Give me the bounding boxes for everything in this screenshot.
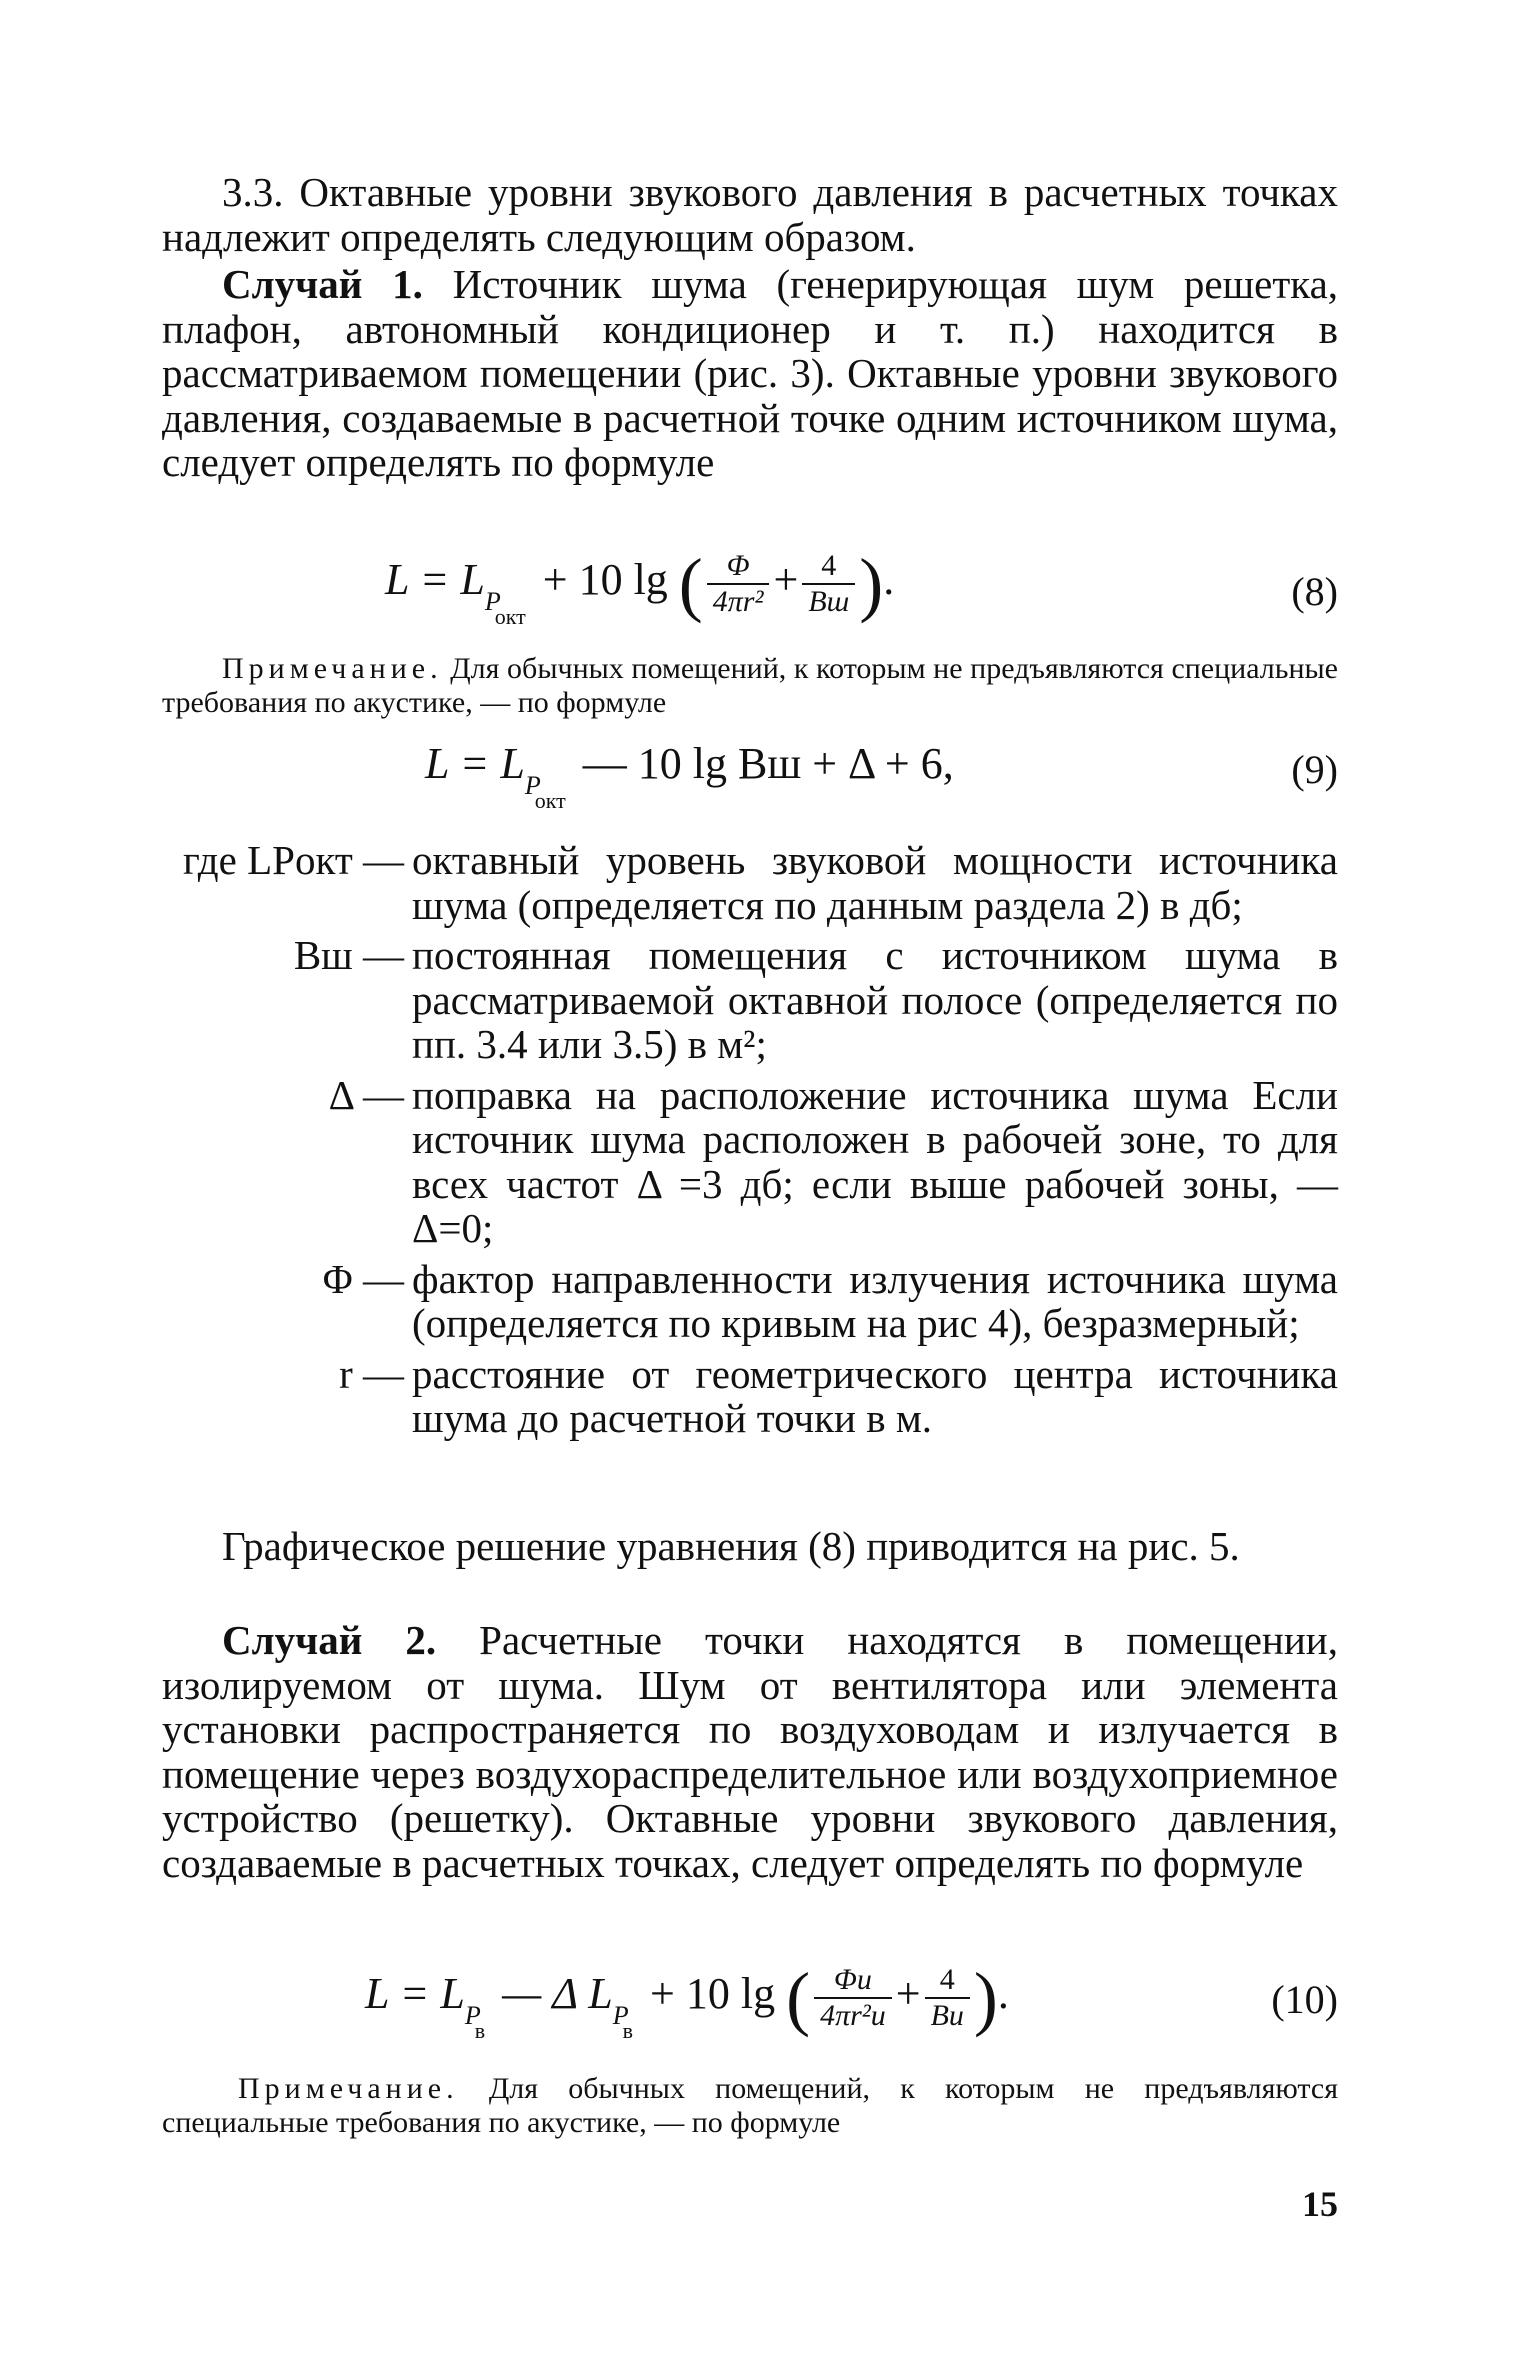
formula-8: $L = L_{Pокт} + 10$ lg ( $\frac{\Phi}{\text{4πr²}}$ + $\frac{4}{Bш}$ ). (385, 544, 895, 630)
case-2-text: Расчетные точки находятся в помещении, изолируемом от шума. Шум от вентилятора или элемента установки распространяется по воздуховодам и излучается в помещение через воздухораспределительное или воздухоприемное устройство (решетку). Октавные уровни звукового давления, создаваемые в расчетных точках, следует определять по формуле (162, 1617, 1338, 1886)
formula-9-number: (9) (1291, 747, 1338, 792)
formula-10-number: (10) (1271, 1977, 1338, 2022)
note-2-text: Для обычных помещений, к которым не предъявляются специальные требования по акустике, — по формуле (162, 2072, 1338, 2139)
paragraph-3-3: 3.3. Октавные уровни звукового давления в расчетных точках надлежит определять следующим образом. (162, 169, 1338, 260)
note-1-text: Для обычных помещений, к которым не предъявляются специальные требования по акустике, — по формуле (162, 652, 1338, 719)
formula-10: $L = L_{Pв}$ — Δ $L_{Pв} + 10$ lg ( $\frac{\Phi и}{\text{4πr²и}}$ + $\frac{4}{Bи}$ ). (365, 1958, 1009, 2044)
definition-symbol: Δ — (328, 1071, 404, 1118)
case-1-text: Источник шума (генерирующая шум решетка, плафон, автономный кондиционер и т. п.) находится в рассматриваемом помещении (рис. 3). Октавные уровни звукового давления, создаваемые в расчетной точке одним источником шума, следует определять по формуле (162, 261, 1339, 485)
formula-9: $L = L_{Pокт}$ — 10 lg Bш + Δ + 6, (425, 739, 954, 813)
definition-symbol: r — (339, 1350, 404, 1397)
note-2 (162, 2072, 1338, 2140)
definition-bsh (162, 933, 1338, 1067)
case-1-label: Случай 1. (222, 261, 423, 307)
formula-8-number: (8) (1291, 569, 1338, 614)
definition-text: расстояние от геометрического центра источника шума до расчетной точки в м. (412, 1350, 1338, 1441)
definition-symbol: Φ — (322, 1255, 404, 1302)
fraction: $\frac{4}{Bи}$ (925, 1965, 970, 2031)
definition-text: фактор направленности излучения источника шума (определяется по кривым на рис 4), безразмерный; (412, 1255, 1338, 1346)
definition-symbol: где LPокт — (183, 837, 404, 883)
note-1-label: Примечание. (222, 652, 443, 685)
paragraph-graphic: Графическое решение уравнения (8) приводится на рис. 5. (222, 1523, 1240, 1569)
fraction: $\frac{4}{Bш}$ (802, 551, 855, 617)
definition-phi (162, 1257, 1338, 1346)
definition-r (162, 1352, 1338, 1441)
definition-text: октавный уровень звуковой мощности источника шума (определяется по данным раздела 2) в дб; (412, 837, 1338, 928)
definition-text: поправка на расположение источника шума Если источник шума расположен в рабочей зоне, то для всех частот Δ =3 дб; если выше рабочей зоны, — Δ=0; (412, 1071, 1338, 1251)
definition-text: постоянная помещения с источником шума в рассматриваемой октавной полосе (определяется по пп. 3.4 или 3.5) в м²; (412, 932, 1338, 1067)
fraction: $\frac{\Phi и}{\text{4πr²и}}$ (814, 1965, 892, 2031)
paragraph-case-1 (162, 262, 1338, 485)
note-1 (162, 652, 1338, 720)
paragraph-case-2 (162, 1618, 1338, 1885)
note-2-label: Примечание. (238, 2072, 459, 2105)
definition-lp (162, 838, 1338, 927)
page-number: 15 (1302, 2184, 1338, 2224)
definition-symbol: Bш — (293, 932, 404, 978)
case-2-label: Случай 2. (222, 1617, 437, 1663)
definitions-list (162, 838, 1338, 1441)
fraction: $\frac{\Phi}{\text{4πr²}}$ (707, 551, 770, 617)
definition-delta (162, 1073, 1338, 1251)
